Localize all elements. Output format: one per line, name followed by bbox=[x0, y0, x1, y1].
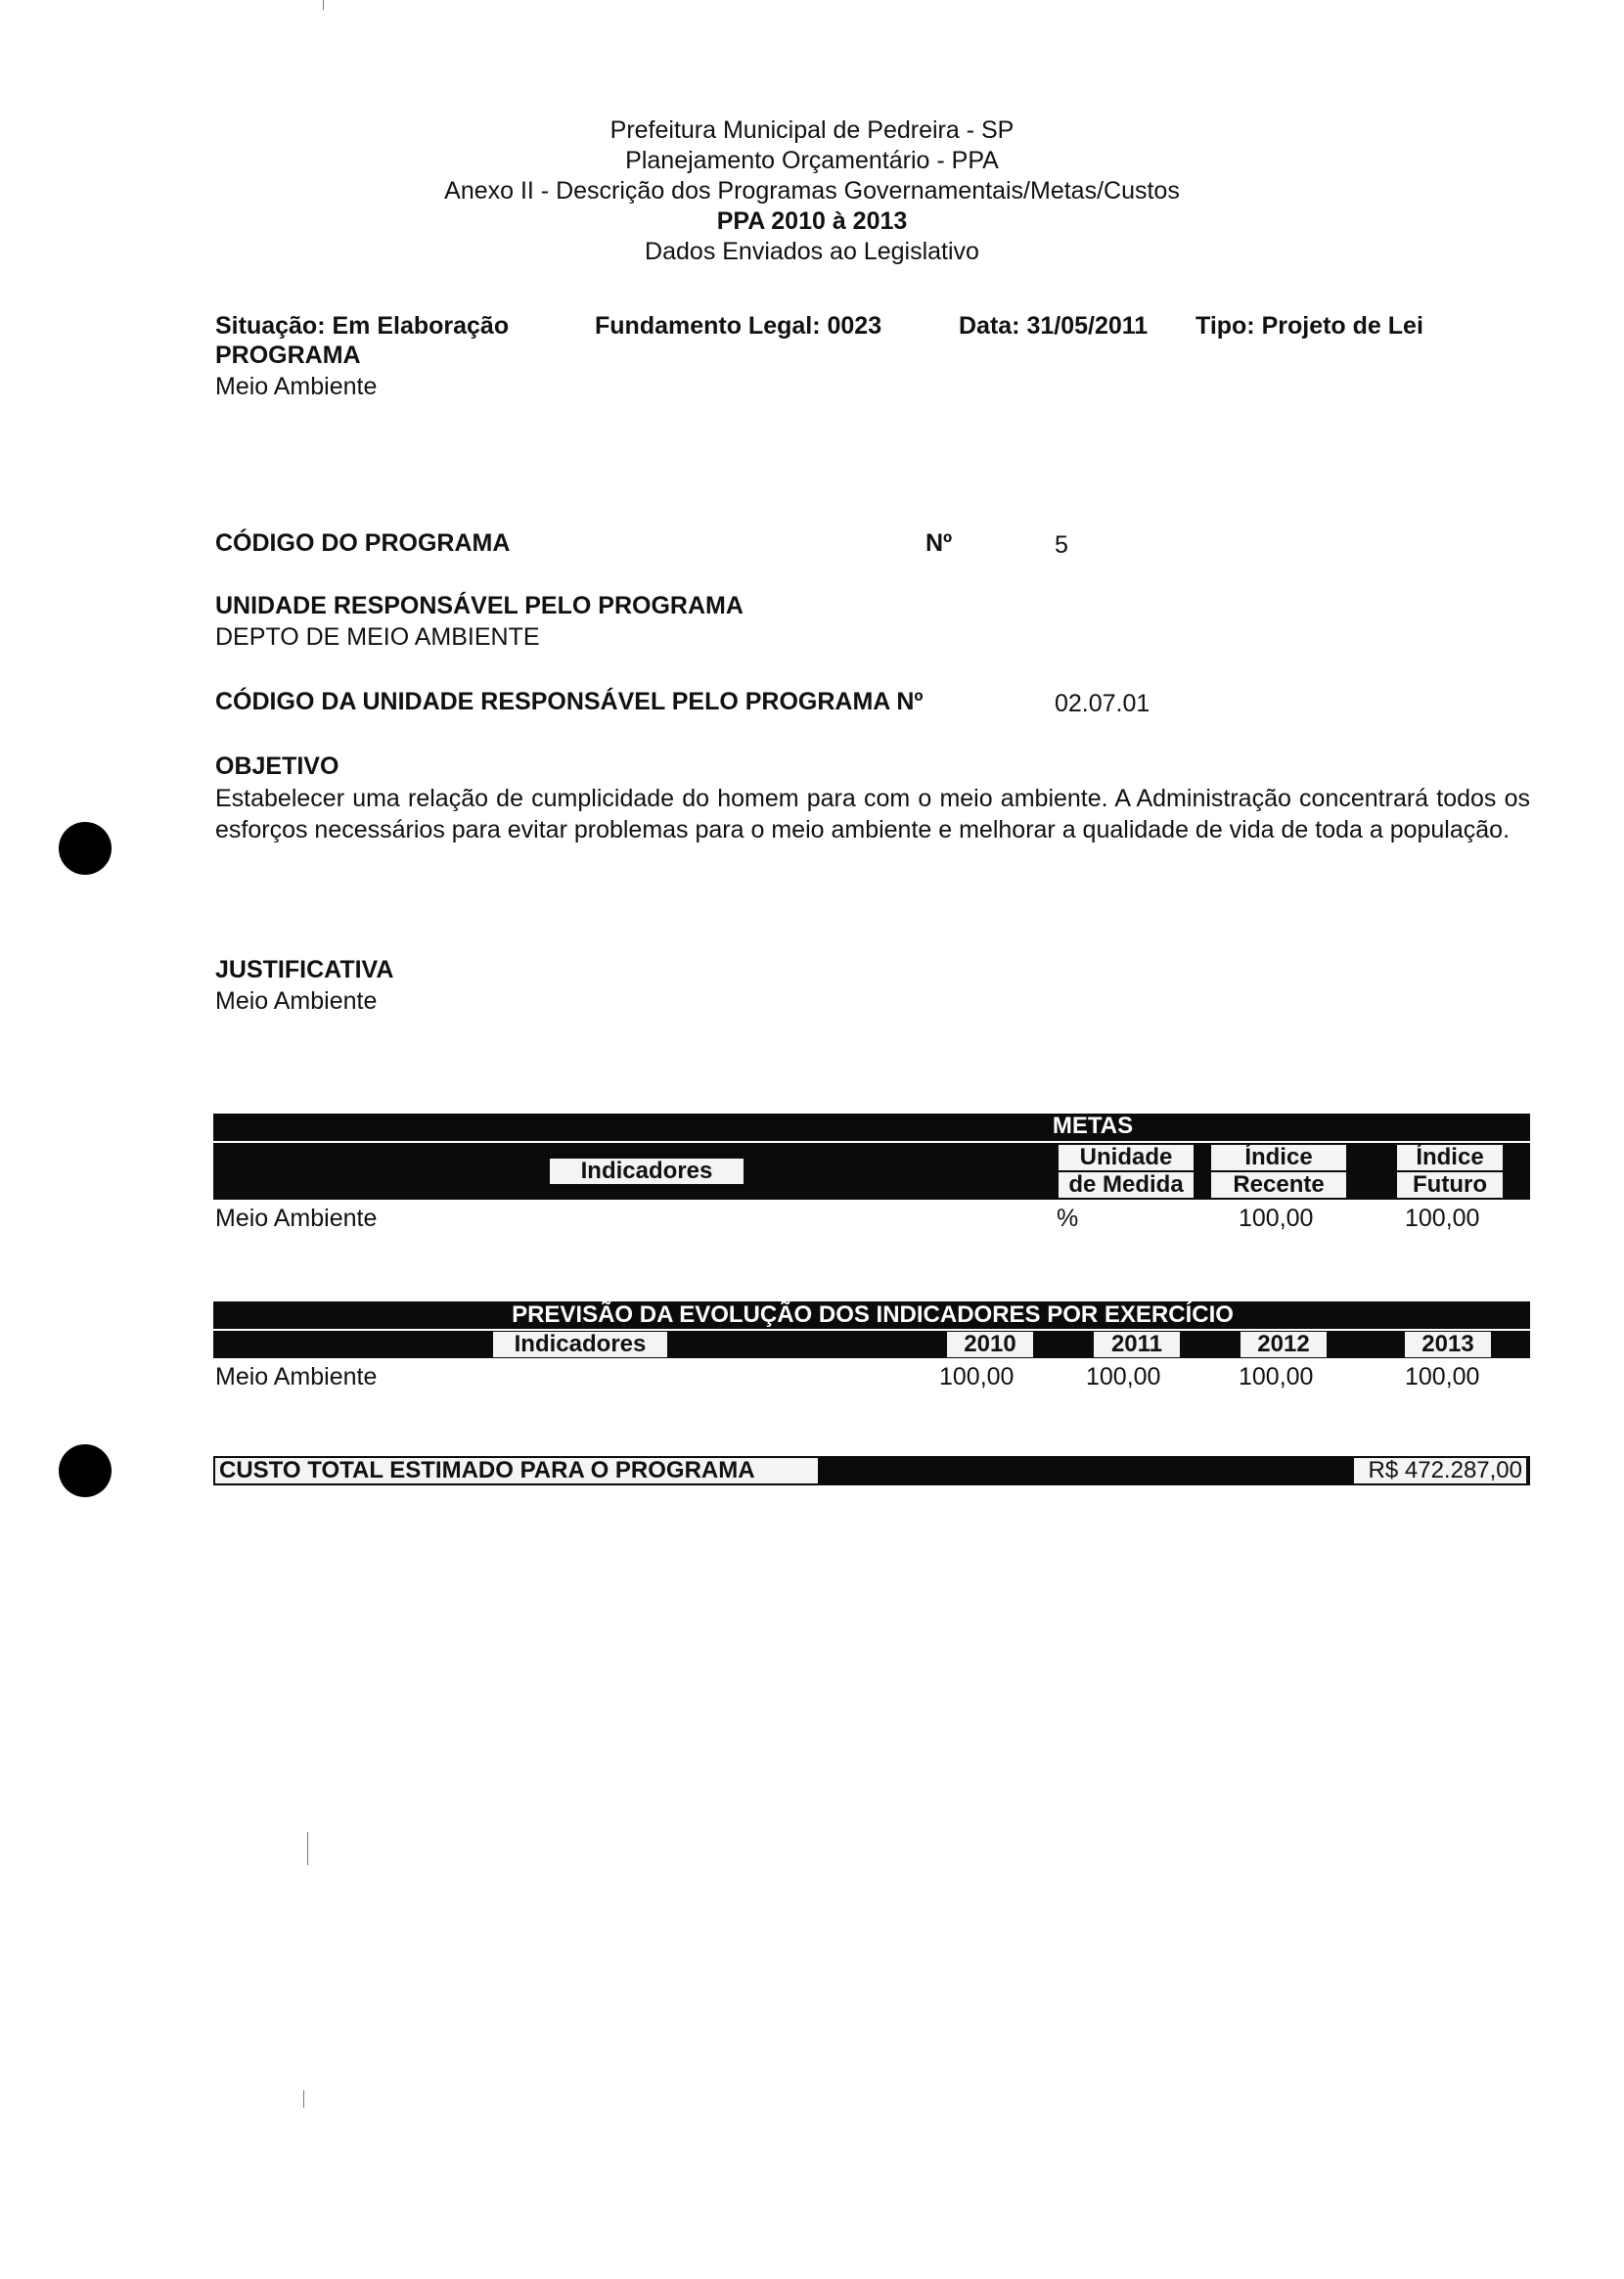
punch-hole-top bbox=[59, 822, 112, 875]
metas-row-unidade: % bbox=[1057, 1205, 1079, 1232]
header-line-1: Prefeitura Municipal de Pedreira - SP bbox=[609, 116, 1015, 144]
punch-hole-bottom bbox=[59, 1444, 112, 1497]
header-line-4: PPA 2010 à 2013 bbox=[716, 207, 908, 235]
previsao-col-year: 2010 bbox=[947, 1332, 1033, 1357]
unidade-value: DEPTO DE MEIO AMBIENTE bbox=[215, 623, 540, 651]
previsao-col-year: 2012 bbox=[1241, 1332, 1327, 1357]
metas-title-bar bbox=[213, 1114, 1530, 1141]
metas-row-recente: 100,00 bbox=[1239, 1205, 1314, 1232]
custo-value: R$ 472.287,00 bbox=[1354, 1458, 1526, 1483]
situacao-label: Situação: Em Elaboração bbox=[215, 312, 510, 340]
codigo-unidade-label: CÓDIGO DA UNIDADE RESPONSÁVEL PELO PROGRAMA Nº bbox=[215, 688, 924, 715]
unidade-label: UNIDADE RESPONSÁVEL PELO PROGRAMA bbox=[215, 592, 744, 619]
previsao-row-value: 100,00 bbox=[1086, 1363, 1161, 1390]
metas-row-indicador: Meio Ambiente bbox=[215, 1205, 378, 1232]
metas-col-indice-futuro-1: Índice bbox=[1397, 1145, 1503, 1170]
programa-value: Meio Ambiente bbox=[215, 373, 378, 400]
codigo-unidade-value: 02.07.01 bbox=[1055, 690, 1150, 717]
previsao-col-indicadores: Indicadores bbox=[493, 1332, 667, 1357]
justificativa-value: Meio Ambiente bbox=[215, 987, 378, 1015]
data-label: Data: 31/05/2011 bbox=[959, 312, 1149, 340]
tipo-label: Tipo: Projeto de Lei bbox=[1195, 312, 1423, 340]
previsao-col-year: 2011 bbox=[1094, 1332, 1180, 1357]
codigo-programa-label: CÓDIGO DO PROGRAMA bbox=[215, 529, 511, 557]
previsao-header-bar bbox=[213, 1331, 1530, 1358]
metas-col-indice-futuro-2: Futuro bbox=[1397, 1172, 1503, 1198]
custo-label: CUSTO TOTAL ESTIMADO PARA O PROGRAMA bbox=[215, 1458, 818, 1483]
previsao-col-year: 2013 bbox=[1405, 1332, 1491, 1357]
metas-col-unidade-1: Unidade bbox=[1059, 1145, 1194, 1170]
previsao-title: PREVISÃO DA EVOLUÇÃO DOS INDICADORES POR EXERCÍCIO bbox=[512, 1301, 1234, 1328]
objetivo-label: OBJETIVO bbox=[215, 752, 339, 780]
metas-col-indice-recente-2: Recente bbox=[1211, 1172, 1346, 1198]
metas-col-indicadores: Indicadores bbox=[550, 1159, 744, 1184]
objetivo-text: Estabelecer uma relação de cumplicidade do homem para com o meio ambiente. A Administração concentrará todos os esforços necessários para evitar problemas para o meio ambiente e melhorar a qualidade de vida de toda a população. bbox=[215, 785, 1530, 843]
metas-col-unidade-2: de Medida bbox=[1059, 1172, 1194, 1198]
previsao-row-value: 100,00 bbox=[939, 1363, 1015, 1390]
metas-col-indice-recente-1: Índice bbox=[1211, 1145, 1346, 1170]
scan-mark bbox=[307, 1832, 308, 1865]
codigo-programa-n-label: Nº bbox=[925, 529, 953, 557]
justificativa-label: JUSTIFICATIVA bbox=[215, 956, 394, 983]
scan-mark bbox=[303, 2090, 304, 2108]
header-line-2: Planejamento Orçamentário - PPA bbox=[625, 147, 999, 174]
custo-bar bbox=[213, 1456, 1530, 1485]
previsao-row-indicador: Meio Ambiente bbox=[215, 1363, 378, 1390]
scan-mark bbox=[323, 0, 324, 10]
document-header bbox=[0, 115, 1624, 267]
header-line-5: Dados Enviados ao Legislativo bbox=[645, 238, 979, 265]
metas-title: METAS bbox=[1052, 1114, 1134, 1139]
codigo-programa-value: 5 bbox=[1055, 531, 1068, 559]
programa-label: PROGRAMA bbox=[215, 342, 361, 369]
previsao-title-bar bbox=[213, 1301, 1530, 1329]
header-line-3: Anexo II - Descrição dos Programas Governamentais/Metas/Custos bbox=[444, 177, 1180, 205]
previsao-row-value: 100,00 bbox=[1239, 1363, 1314, 1390]
previsao-row-value: 100,00 bbox=[1405, 1363, 1480, 1390]
metas-header-bar bbox=[213, 1143, 1530, 1200]
fundamento-label: Fundamento Legal: 0023 bbox=[595, 312, 882, 340]
metas-row-futuro: 100,00 bbox=[1405, 1205, 1480, 1232]
